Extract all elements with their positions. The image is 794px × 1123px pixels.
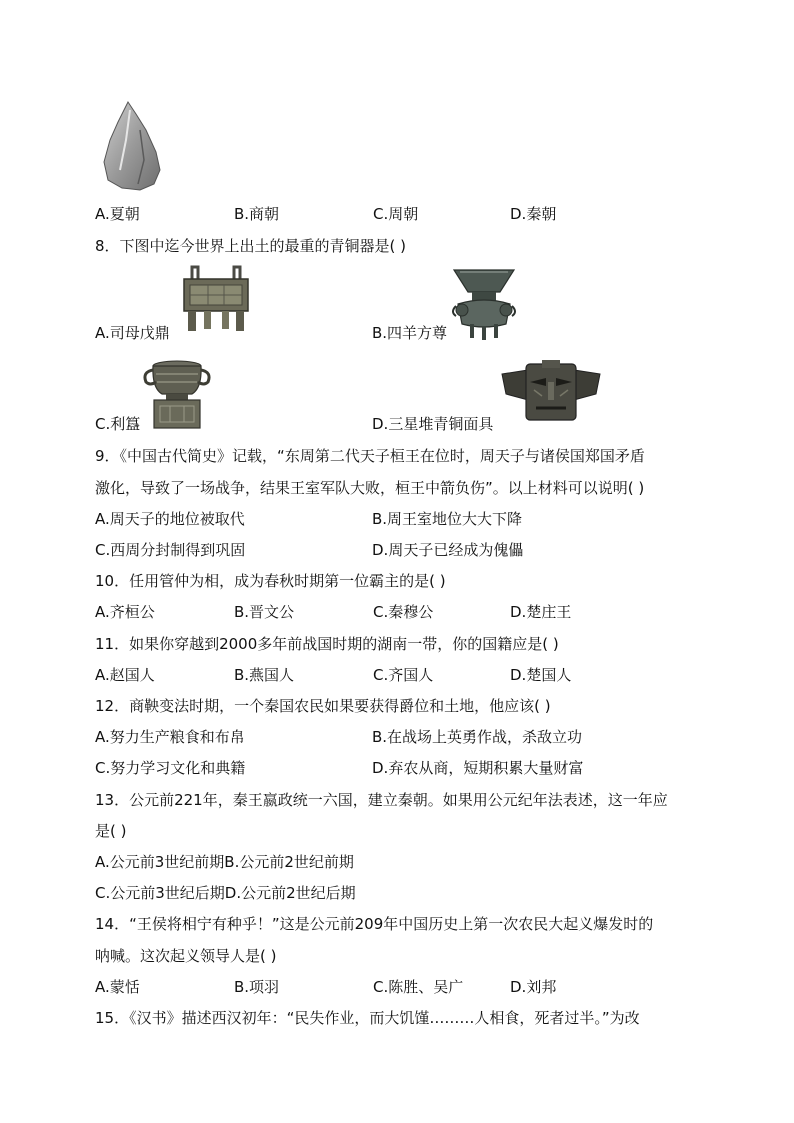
q11-option-c: C.齐国人 [373, 666, 434, 684]
q10-stem: 10．任用管仲为相，成为春秋时期第一位霸主的是( ) [95, 572, 446, 590]
q12-option-c: C.努力学习文化和典籍 [95, 759, 246, 777]
li-gui-image [140, 358, 214, 430]
q12-option-b: B.在战场上英勇作战，杀敌立功 [372, 728, 583, 746]
q8-option-d: D.三星堆青铜面具 [372, 415, 494, 433]
q8-option-c: C.利簋 [95, 415, 141, 433]
q14-option-a: A.蒙恬 [95, 978, 140, 996]
q12-option-a: A.努力生产粮食和布帛 [95, 728, 245, 746]
q9-option-b: B.周王室地位大大下降 [372, 510, 523, 528]
q14-option-c: C.陈胜、吴广 [373, 978, 464, 996]
q13-stem-line2: 是( ) [95, 822, 127, 840]
q10-option-b: B.晋文公 [234, 603, 295, 621]
q11-option-a: A.赵国人 [95, 666, 155, 684]
q11-option-d: D.楚国人 [510, 666, 572, 684]
q7-option-a: A.夏朝 [95, 205, 140, 223]
q14-option-d: D.刘邦 [510, 978, 557, 996]
q12-option-d: D.弃农从商，短期积累大量财富 [372, 759, 584, 777]
stone-tool-image [100, 100, 162, 192]
q10-option-d: D.楚庄王 [510, 603, 572, 621]
q9-option-a: A.周天子的地位被取代 [95, 510, 245, 528]
q9-option-c: C.西周分封制得到巩固 [95, 541, 246, 559]
q14-stem-line2: 呐喊。这次起义领导人是( ) [95, 947, 277, 965]
q10-option-a: A.齐桓公 [95, 603, 155, 621]
q13-options-line2: C.公元前3世纪后期D.公元前2世纪后期 [95, 884, 356, 902]
q7-option-c: C.周朝 [373, 205, 419, 223]
q11-stem: 11．如果你穿越到2000多年前战国时期的湖南一带，你的国籍应是( ) [95, 635, 559, 653]
four-ram-zun-image [448, 266, 520, 342]
q9-stem-line2: 激化，导致了一场战争，结果王室军队大败，桓王中箭负伤”。以上材料可以说明( ) [95, 479, 645, 497]
q13-stem-line1: 13．公元前221年，秦王嬴政统一六国，建立秦朝。如果用公元纪年法表述，这一年应 [95, 791, 668, 809]
q13-options-line1: A.公元前3世纪前期B.公元前2世纪前期 [95, 853, 354, 871]
q11-option-b: B.燕国人 [234, 666, 295, 684]
q7-option-b: B.商朝 [234, 205, 280, 223]
sanxingdui-mask-image [498, 360, 604, 424]
q15-stem-line1: 15．《汉书》描述西汉初年：“民失作业，而大饥馑………人相食，死者过半。”为改 [95, 1009, 640, 1027]
q12-stem: 12．商鞅变法时期，一个秦国农民如果要获得爵位和土地，他应该( ) [95, 697, 551, 715]
q10-option-c: C.秦穆公 [373, 603, 434, 621]
q14-option-b: B.项羽 [234, 978, 280, 996]
q8-option-a: A.司母戊鼎 [95, 324, 170, 342]
q8-option-b: B.四羊方尊 [372, 324, 448, 342]
q9-option-d: D.周天子已经成为傀儡 [372, 541, 524, 559]
q9-stem-line1: 9．《中国古代简史》记载，“东周第二代天子桓王在位时，周天子与诸侯国郑国矛盾 [95, 447, 645, 465]
q8-stem: 8．下图中迄今世界上出土的最重的青铜器是( ) [95, 237, 407, 255]
simuwu-ding-image [178, 265, 254, 333]
q7-option-d: D.秦朝 [510, 205, 557, 223]
q14-stem-line1: 14．“王侯将相宁有种乎！”这是公元前209年中国历史上第一次农民大起义爆发时的 [95, 915, 654, 933]
